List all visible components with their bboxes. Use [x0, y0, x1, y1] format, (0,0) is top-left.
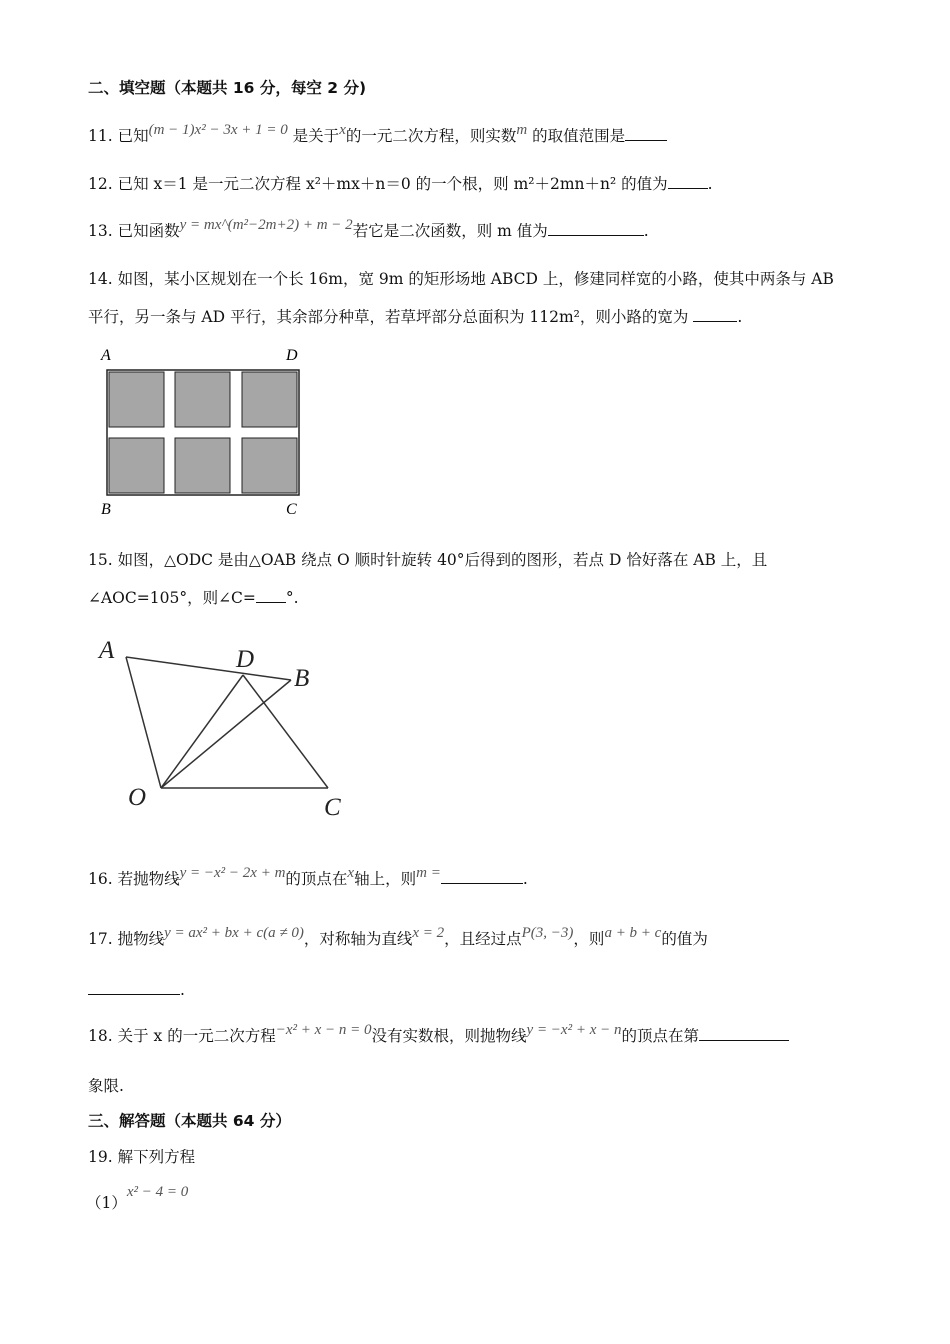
question-18 [88, 1022, 789, 1047]
q17-text-b: ，对称轴为直线 [303, 930, 413, 948]
q13-text-a: 已知函数 [117, 222, 180, 240]
q16-text-b: 的顶点在 [285, 870, 348, 888]
q18-text-b: 没有实数根，则抛物线 [371, 1027, 527, 1045]
q13-equation: y = mx^(m²−2m+2) + m − 2 [179, 217, 353, 233]
label-D: D [236, 646, 255, 673]
figure-14-rectangle-diagram [96, 342, 316, 522]
q13-number: 13. [88, 222, 113, 240]
q17-expression: a + b + c [604, 925, 662, 941]
segment-AB [126, 657, 291, 680]
q18-text-c: 的顶点在第 [621, 1027, 700, 1045]
lawn-plot-2 [175, 372, 230, 427]
q18-text-a: 关于 x 的一元二次方程 [117, 1027, 276, 1045]
section2-title: 二、填空题（本题共 16 分，每空 2 分) [88, 79, 367, 97]
q16-equation: y = −x² − 2x + m [179, 865, 286, 881]
segment-AO [126, 657, 161, 788]
question-15-line1 [88, 550, 767, 570]
q16-number: 16. [88, 870, 113, 888]
q17-text-e: 的值为 [661, 930, 708, 948]
label-D: D [286, 347, 298, 364]
lawn-plot-6 [242, 438, 297, 493]
q11-text-b: 是关于 [292, 127, 340, 145]
lawn-plot-1 [109, 372, 164, 427]
lawn-plot-5 [175, 438, 230, 493]
q14-text-line1: 如图，某小区规划在一个长 16m，宽 9m 的矩形场地 ABCD 上，修建同样宽的小路，使其中两条与 AB [117, 270, 834, 288]
label-B: B [294, 665, 310, 692]
q11-text-c: 的一元二次方程，则实数 [345, 127, 517, 145]
q16-end: . [522, 870, 528, 888]
q17-equation: y = ax² + bx + c(a ≠ 0) [164, 925, 304, 941]
q14-number: 14. [88, 270, 113, 288]
q14-answer-blank[interactable] [693, 307, 737, 322]
q17-point: P(3, −3) [521, 925, 574, 941]
label-C: C [324, 794, 341, 821]
q17-axis-equation: x = 2 [412, 925, 445, 941]
q17-text-d: ，则 [573, 930, 605, 948]
question-11 [88, 122, 667, 147]
q19-part1-equation: x² − 4 = 0 [126, 1184, 189, 1200]
q11-text-a: 已知 [117, 127, 149, 145]
q15-text-line2b: °. [285, 589, 299, 607]
label-A: A [101, 347, 111, 364]
q13-answer-blank[interactable] [548, 221, 644, 236]
q16-text-a: 若抛物线 [117, 870, 180, 888]
q19-text: 解下列方程 [117, 1148, 196, 1166]
figure-15-rotation-diagram [96, 630, 366, 830]
question-19 [88, 1147, 195, 1167]
q16-answer-blank[interactable] [441, 869, 523, 884]
question-18-line2 [88, 1076, 124, 1096]
q15-text-line2a: ∠AOC=105°，则∠C= [88, 589, 256, 607]
q12-number: 12. [88, 175, 113, 193]
q18-answer-blank[interactable] [699, 1026, 789, 1041]
q16-text-c: 轴上，则 [354, 870, 417, 888]
q11-number: 11. [88, 127, 113, 145]
q19-number: 19. [88, 1148, 113, 1166]
label-A: A [99, 637, 115, 664]
q13-text-b: 若它是二次函数，则 m 值为 [352, 222, 548, 240]
segment-DC [243, 675, 328, 788]
q11-text-d: 的取值范围是 [532, 127, 626, 145]
question-17-answer-line [88, 980, 185, 1000]
q15-answer-blank[interactable] [256, 588, 286, 603]
label-C: C [286, 501, 297, 518]
q18-text-d: 象限. [88, 1077, 124, 1095]
q13-end: . [643, 222, 649, 240]
q14-text-line2: 平行，另一条与 AD 平行，其余部分种草，若草坪部分总面积为 112m²，则小路的宽为 [88, 308, 689, 326]
question-15-line2 [88, 588, 299, 608]
label-O: O [128, 784, 147, 811]
q12-answer-blank[interactable] [668, 174, 708, 189]
q11-var-x: x [339, 122, 346, 138]
question-14-line1 [88, 269, 834, 289]
q17-text-c: ，且经过点 [444, 930, 522, 948]
q16-equation-m: m = [416, 865, 441, 881]
q11-var-m: m [516, 122, 528, 138]
question-13 [88, 217, 649, 242]
q17-end: . [180, 981, 185, 999]
q17-text-a: 抛物线 [117, 930, 165, 948]
segment-OD [161, 675, 243, 788]
q14-end: . [737, 308, 743, 326]
lawn-plot-3 [242, 372, 297, 427]
q18-parabola: y = −x² + x − n [526, 1022, 622, 1038]
question-17 [88, 925, 708, 950]
lawn-plot-4 [109, 438, 164, 493]
q17-answer-blank[interactable] [88, 980, 180, 995]
label-B: B [101, 501, 111, 518]
q15-text-line1: 如图，△ODC 是由△OAB 绕点 O 顺时针旋转 40°后得到的图形，若点 D 恰好落在 AB 上，且 [117, 551, 768, 569]
q16-var-x: x [347, 865, 355, 881]
q18-number: 18. [88, 1027, 113, 1045]
q11-answer-blank[interactable] [625, 126, 667, 141]
q11-equation: (m − 1)x² − 3x + 1 = 0 [148, 122, 288, 138]
q18-equation: −x² + x − n = 0 [275, 1022, 372, 1038]
segment-OB [161, 680, 291, 788]
q17-number: 17. [88, 930, 113, 948]
q15-number: 15. [88, 551, 113, 569]
question-16 [88, 865, 528, 890]
question-14-line2 [88, 307, 742, 327]
question-12 [88, 174, 713, 194]
question-19-part1 [86, 1184, 189, 1214]
q19-part1-label: （1） [86, 1194, 127, 1212]
section3-title: 三、解答题（本题共 64 分） [88, 1112, 291, 1130]
q12-text: 已知 x＝1 是一元二次方程 x²＋mx＋n＝0 的一个根，则 m²＋2mn＋n² 的值为 [117, 175, 668, 193]
q12-end: . [707, 175, 713, 193]
